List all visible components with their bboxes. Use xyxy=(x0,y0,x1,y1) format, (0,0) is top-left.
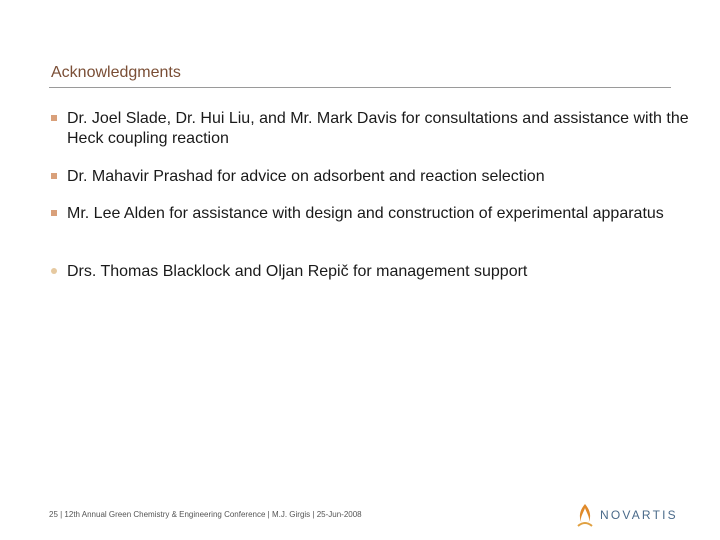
square-bullet-icon xyxy=(51,115,57,121)
bullet-item xyxy=(51,167,711,187)
round-bullet-icon xyxy=(51,268,57,274)
logo-text: NOVARTIS xyxy=(600,508,678,522)
bullet-text: Dr. Joel Slade, Dr. Hui Liu, and Mr. Mark Davis for consultations and assistance with the Heck coupling reaction xyxy=(67,110,689,147)
slide-footer: 25 | 12th Annual Green Chemistry & Engineering Conference | M.J. Girgis | 25-Jun-2008 xyxy=(49,510,362,519)
bullet-item xyxy=(51,262,711,282)
slide-title: Acknowledgments xyxy=(51,64,181,81)
bullet-item xyxy=(51,109,711,149)
bullet-text: Mr. Lee Alden for assistance with design and construction of experimental apparatus xyxy=(67,205,664,222)
bullet-item xyxy=(51,204,711,224)
bullet-text: Drs. Thomas Blacklock and Oljan Repič for management support xyxy=(67,263,528,280)
square-bullet-icon xyxy=(51,173,57,179)
novartis-logo xyxy=(574,502,684,528)
bullet-text: Dr. Mahavir Prashad for advice on adsorbent and reaction selection xyxy=(67,168,545,185)
flame-icon xyxy=(574,502,596,528)
square-bullet-icon xyxy=(51,210,57,216)
title-divider xyxy=(49,87,671,88)
